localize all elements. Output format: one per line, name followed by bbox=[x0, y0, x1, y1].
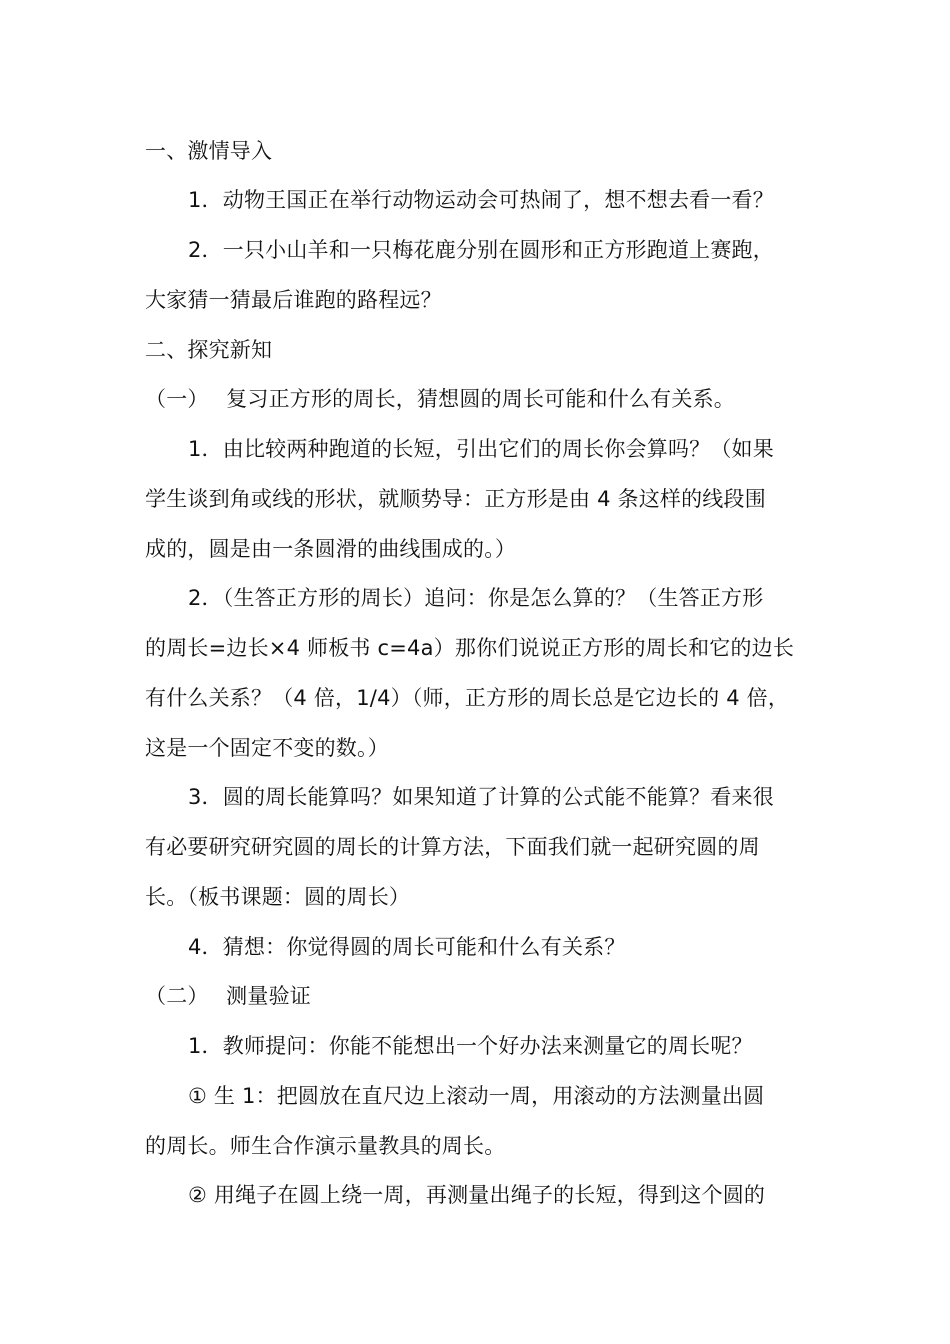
paragraph-line: ② 用绳子在圆上绕一周，再测量出绳子的长短，得到这个圆的 bbox=[188, 1183, 766, 1207]
paragraph-line: 这是一个固定不变的数。） bbox=[145, 736, 389, 760]
paragraph-line: 成的，圆是由一条圆滑的曲线围成的。） bbox=[145, 537, 517, 561]
paragraph-line: 3．圆的周长能算吗？如果知道了计算的公式能不能算？看来很 bbox=[188, 785, 774, 809]
paragraph-line: 学生谈到角或线的形状，就顺势导：正方形是由 4 条这样的线段围 bbox=[145, 487, 766, 511]
subsection-heading-2: （二） 测量验证 bbox=[145, 984, 311, 1008]
paragraph-line: 4．猜想：你觉得圆的周长可能和什么有关系？ bbox=[188, 935, 626, 959]
paragraph-line: 1．教师提问：你能不能想出一个好办法来测量它的周长呢？ bbox=[188, 1034, 753, 1058]
section-heading-1: 一、激情导入 bbox=[145, 139, 273, 163]
paragraph-line: 有什么关系？（4 倍，1/4）（师，正方形的周长总是它边长的 4 倍， bbox=[145, 686, 790, 710]
paragraph-line: ① 生 1：把圆放在直尺边上滚动一周，用滚动的方法测量出圆 bbox=[188, 1084, 765, 1108]
paragraph-line: 长。（板书课题：圆的周长） bbox=[145, 885, 411, 909]
paragraph-line: 1．由比较两种跑道的长短，引出它们的周长你会算吗？（如果 bbox=[188, 437, 774, 461]
paragraph-line: 大家猜一猜最后谁跑的路程远？ bbox=[145, 288, 442, 312]
paragraph-line: 有必要研究研究圆的周长的计算方法，下面我们就一起研究圆的周 bbox=[145, 835, 760, 859]
paragraph-line: 的周长。师生合作演示量教具的周长。 bbox=[145, 1134, 506, 1158]
paragraph-line: 的周长=边长×4 师板书 c=4a）那你们说说正方形的周长和它的边长 bbox=[145, 636, 795, 660]
paragraph-line: 2．一只小山羊和一只梅花鹿分别在圆形和正方形跑道上赛跑， bbox=[188, 238, 774, 262]
paragraph-line: 2．（生答正方形的周长）追问：你是怎么算的？（生答正方形 bbox=[188, 586, 764, 610]
subsection-heading-1: （一） 复习正方形的周长，猜想圆的周长可能和什么有关系。 bbox=[145, 387, 735, 411]
paragraph-line: 1．动物王国正在举行动物运动会可热闹了，想不想去看一看？ bbox=[188, 188, 774, 212]
section-heading-2: 二、探究新知 bbox=[145, 338, 273, 362]
